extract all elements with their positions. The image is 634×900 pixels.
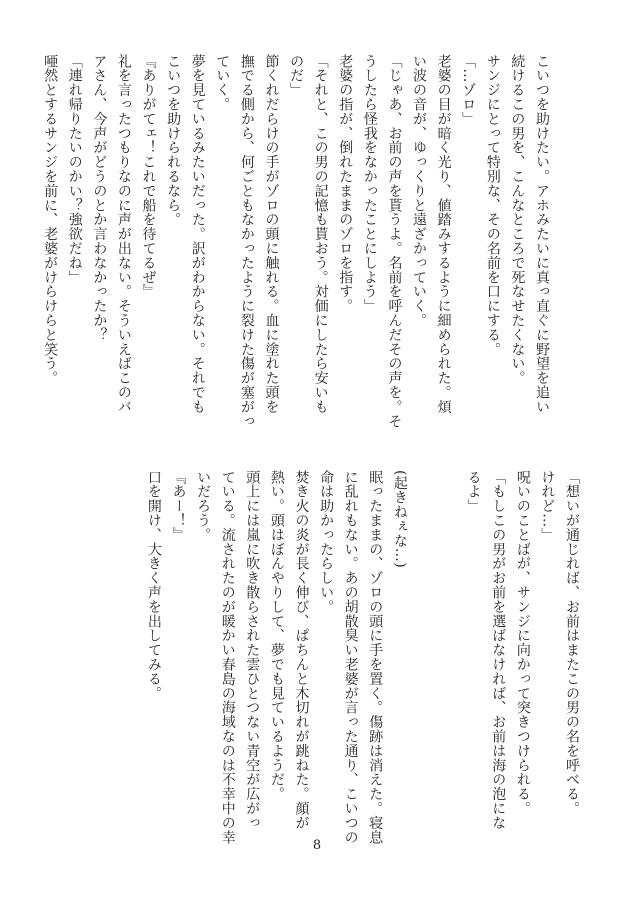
text-line: 節くれだらけの手がゾロの頭に触れる。血に塗れた頭を bbox=[263, 54, 280, 414]
text-line: サンジにとって特別な、その名前を口にする。 bbox=[484, 54, 501, 357]
text-line: 「じゃあ、お前の声を貰うよ。名前を呼んだその声を。そ bbox=[386, 54, 403, 429]
text-line: ていく。 bbox=[214, 54, 231, 112]
text-line: 熱い。頭はぼんやりして、夢でも見ているようだ。 bbox=[268, 470, 285, 802]
text-line: 唖然とするサンジを前に、老婆がけらけらと笑う。 bbox=[42, 54, 59, 386]
text-line: に乱れもない。あの胡散臭い老婆が言った通り、こいつの bbox=[342, 470, 359, 845]
text-line: 焚き火の炎が長く伸び、ぱちんと木切れが跳ねた。顔が bbox=[293, 470, 310, 830]
text-line: 撫でる側から、何ごともなかったように裂けた傷が塞がっ bbox=[238, 54, 255, 429]
text-line: 続けるこの男を、こんなところで死なせたくない。 bbox=[509, 54, 526, 386]
text-line: 夢を見ているみたいだった。訳がわからない。それでも bbox=[189, 54, 206, 414]
text-line bbox=[436, 470, 461, 830]
text-line: こいつを助けたい。アホみたいに真っ直ぐに野望を追い bbox=[534, 54, 550, 414]
text-line: 命は助かったらしい。 bbox=[318, 470, 335, 614]
text-line: のだ」 bbox=[288, 54, 305, 98]
text-line: こいつを助けられるなら。 bbox=[165, 54, 182, 227]
text-line: けれど…」 bbox=[539, 470, 556, 542]
text-line: 「それと、この男の記憶も貰おう。対価にしたら安いも bbox=[312, 54, 329, 414]
text-line: 頭上には嵐に吹き散らされた雲ひとつない青空が広がっ bbox=[244, 470, 261, 830]
text-line: 「…ゾロ」 bbox=[460, 54, 477, 126]
text-line: うしたら怪我をなかったことにしよう」 bbox=[361, 54, 378, 314]
text-line: アさん、今声がどうのとか言わなかったか？ bbox=[91, 54, 108, 342]
text-line: 眠ったままの、ゾロの頭に手を置く。傷跡は消えた。寝息 bbox=[367, 470, 384, 845]
upper-text-block bbox=[38, 54, 554, 429]
text-line: 『ありがてェ！これで船を待てるぜ』 bbox=[140, 54, 157, 299]
page-number: 8 bbox=[312, 838, 322, 853]
text-line: 口を開け、大きく声を出してみる。 bbox=[145, 470, 162, 701]
text-line: ている。流されたのが暖かい春島の海域なのは不幸中の幸 bbox=[219, 470, 236, 845]
text-line bbox=[412, 470, 437, 830]
text-line: 老婆の目が暗く光り、値踏みするように細められた。煩 bbox=[435, 54, 452, 414]
text-line: 老婆の指が、倒れたままのゾロを指す。 bbox=[337, 54, 354, 314]
text-line: るよ」 bbox=[465, 470, 482, 514]
text-line: 礼を言ったつもりなのに声が出ない。そういえばこのバ bbox=[115, 54, 132, 414]
text-line: 呪いのことばが、サンジに向かって突きつけられる。 bbox=[514, 470, 531, 816]
text-line: 「想いが通じれば、お前はまたこの男の名を呼べる。 bbox=[564, 470, 580, 816]
text-line: 「連れ帰りたいのかい？強欲だね」 bbox=[66, 54, 83, 285]
text-line: 『あー！』 bbox=[170, 470, 187, 542]
text-line: い波の音が、ゆっくりと遠ざかっていく。 bbox=[411, 54, 428, 328]
text-line: (起きねぇな…) bbox=[391, 470, 408, 569]
lower-text-block bbox=[141, 470, 584, 845]
text-line: 「もしこの男がお前を選ばなければ、お前は海の泡にな bbox=[490, 470, 507, 830]
text-line: いだろう。 bbox=[195, 470, 212, 542]
